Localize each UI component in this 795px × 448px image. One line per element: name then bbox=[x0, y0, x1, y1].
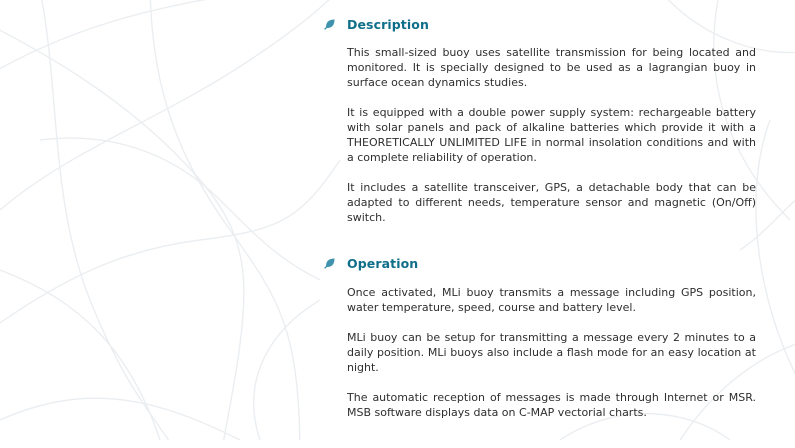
leaf-bullet-icon bbox=[324, 18, 336, 30]
operation-paragraph: MLi buoy can be setup for transmitting a message every 2 minutes to a daily position. MLi buoys also include a flash mode for an easy location at night. bbox=[347, 331, 756, 374]
operation-paragraph: Once activated, MLi buoy transmits a message including GPS position, water temperature, speed, course and battery level. bbox=[347, 286, 756, 314]
main-content bbox=[324, 14, 756, 448]
description-title: Description bbox=[347, 16, 429, 32]
description-paragraph: It is equipped with a double power supply system: rechargeable battery with solar panels and pack of alkaline batteries which provide it with a THEORETICALLY UNLIMITED LIFE in normal insolation conditions and with a complete reliability of operation. bbox=[347, 106, 756, 164]
description-header bbox=[324, 14, 756, 34]
operation-title: Operation bbox=[347, 255, 419, 271]
description-paragraph: It includes a satellite transceiver, GPS, a detachable body that can be adapted to different needs, temperature sensor and magnetic (On/Off) switch. bbox=[347, 181, 756, 224]
description-paragraph: This small-sized buoy uses satellite transmission for being located and monitored. It is specially designed to be used as a lagrangian buoy in surface ocean dynamics studies. bbox=[347, 46, 756, 89]
operation-section bbox=[324, 253, 756, 420]
operation-paragraph: The automatic reception of messages is made through Internet or MSR. MSB software displays data on C-MAP vectorial charts. bbox=[347, 391, 756, 419]
description-section bbox=[324, 14, 756, 225]
operation-header bbox=[324, 253, 756, 273]
leaf-bullet-icon bbox=[324, 257, 336, 269]
